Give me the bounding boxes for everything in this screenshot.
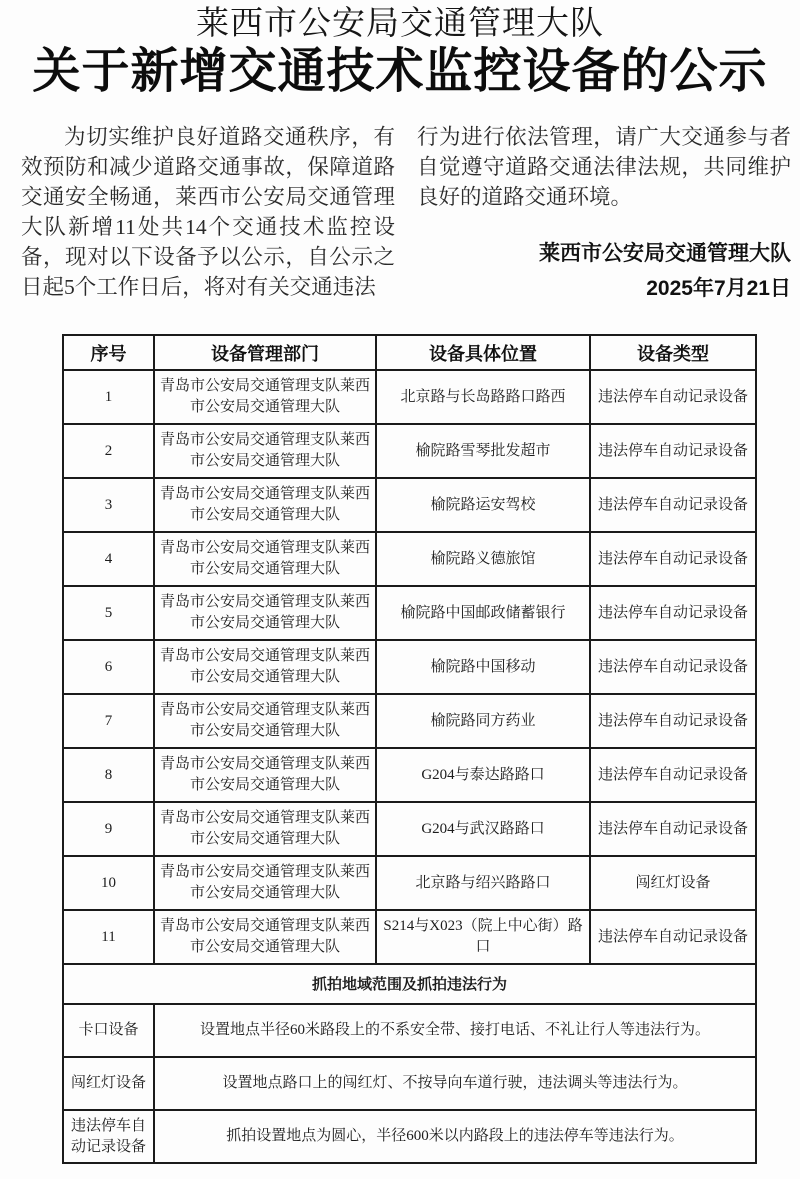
intro-right-half (417, 122, 791, 306)
intro-right-column: 行为进行依法管理，请广大交通参与者自觉遵守道路交通法律法规，共同维护良好的道路交通环境。 (417, 125, 791, 209)
header-no: 序号 (63, 335, 154, 370)
header-dept: 设备管理部门 (154, 335, 376, 370)
cell-no: 1 (63, 370, 154, 424)
table-row (63, 748, 756, 802)
cell-dept: 青岛市公安局交通管理支队莱西市公安局交通管理大队 (154, 370, 376, 424)
cell-type: 违法停车自动记录设备 (590, 478, 756, 532)
cell-no: 11 (63, 910, 154, 964)
cell-type: 违法停车自动记录设备 (590, 424, 756, 478)
cell-dept: 青岛市公安局交通管理支队莱西市公安局交通管理大队 (154, 748, 376, 802)
section-header-body (63, 964, 756, 1004)
cell-dept: 青岛市公安局交通管理支队莱西市公安局交通管理大队 (154, 694, 376, 748)
table-row (63, 856, 756, 910)
table-header-row (63, 335, 756, 370)
cell-type: 违法停车自动记录设备 (590, 532, 756, 586)
cell-dept: 青岛市公安局交通管理支队莱西市公安局交通管理大队 (154, 802, 376, 856)
cell-no: 2 (63, 424, 154, 478)
section-header-cell: 抓拍地域范围及抓拍违法行为 (63, 964, 756, 1004)
capture-row (63, 1004, 756, 1057)
cell-dept: 青岛市公安局交通管理支队莱西市公安局交通管理大队 (154, 856, 376, 910)
cell-no: 3 (63, 478, 154, 532)
main-title: 关于新增交通技术监控设备的公示 (32, 45, 768, 98)
cell-location: 北京路与长岛路路口路西 (376, 370, 590, 424)
intro-paragraph (21, 122, 791, 306)
device-rows (63, 370, 756, 964)
table-row (63, 640, 756, 694)
cell-dept: 青岛市公安局交通管理支队莱西市公安局交通管理大队 (154, 424, 376, 478)
capture-desc-cell: 设置地点半径60米路段上的不系安全带、接打电话、不礼让行人等违法行为。 (154, 1004, 756, 1057)
cell-dept: 青岛市公安局交通管理支队莱西市公安局交通管理大队 (154, 478, 376, 532)
cell-type: 违法停车自动记录设备 (590, 370, 756, 424)
table-row (63, 532, 756, 586)
section-header-row (63, 964, 756, 1004)
cell-no: 6 (63, 640, 154, 694)
capture-device-cell: 卡口设备 (63, 1004, 154, 1057)
intro-left-column: 为切实维护良好道路交通秩序，有效预防和减少道路交通事故，保障道路交通安全畅通，莱西市公安局交通管理大队新增11处共14个交通技术监控设备，现对以下设备予以公示，自公示之日起5个工作日后，将对有关交通违法 (21, 125, 395, 299)
device-table (62, 334, 757, 1164)
capture-rows (63, 1004, 756, 1163)
signature-block (417, 236, 791, 306)
header-type: 设备类型 (590, 335, 756, 370)
cell-location: 榆院路义德旅馆 (376, 532, 590, 586)
cell-type: 违法停车自动记录设备 (590, 694, 756, 748)
cell-no: 10 (63, 856, 154, 910)
header-location: 设备具体位置 (376, 335, 590, 370)
capture-desc-cell: 设置地点路口上的闯红灯、不按导向车道行驶，违法调头等违法行为。 (154, 1057, 756, 1110)
cell-type: 违法停车自动记录设备 (590, 910, 756, 964)
cell-location: G204与武汉路路口 (376, 802, 590, 856)
cell-type: 闯红灯设备 (590, 856, 756, 910)
capture-desc-cell: 抓拍设置地点为圆心，半径600米以内路段上的违法停车等违法行为。 (154, 1110, 756, 1163)
cell-no: 9 (63, 802, 154, 856)
cell-dept: 青岛市公安局交通管理支队莱西市公安局交通管理大队 (154, 586, 376, 640)
capture-device-cell: 违法停车自动记录设备 (63, 1110, 154, 1163)
cell-location: 榆院路同方药业 (376, 694, 590, 748)
cell-type: 违法停车自动记录设备 (590, 640, 756, 694)
cell-location: 榆院路中国移动 (376, 640, 590, 694)
table-row (63, 424, 756, 478)
table-row (63, 370, 756, 424)
cell-location: 榆院路雪琴批发超市 (376, 424, 590, 478)
capture-row (63, 1110, 756, 1163)
capture-row (63, 1057, 756, 1110)
cell-no: 5 (63, 586, 154, 640)
cell-type: 违法停车自动记录设备 (590, 802, 756, 856)
table-row (63, 694, 756, 748)
cell-type: 违法停车自动记录设备 (590, 586, 756, 640)
cell-type: 违法停车自动记录设备 (590, 748, 756, 802)
table-row (63, 478, 756, 532)
cell-location: G204与泰达路路口 (376, 748, 590, 802)
table-row (63, 802, 756, 856)
cell-location: 榆院路中国邮政储蓄银行 (376, 586, 590, 640)
cell-no: 4 (63, 532, 154, 586)
table-row (63, 586, 756, 640)
cell-dept: 青岛市公安局交通管理支队莱西市公安局交通管理大队 (154, 640, 376, 694)
cell-no: 7 (63, 694, 154, 748)
org-title: 莱西市公安局交通管理大队 (196, 6, 604, 42)
signature-date: 2025年7月21日 (646, 277, 791, 300)
cell-dept: 青岛市公安局交通管理支队莱西市公安局交通管理大队 (154, 532, 376, 586)
cell-location: 榆院路运安驾校 (376, 478, 590, 532)
cell-location: 北京路与绍兴路路口 (376, 856, 590, 910)
cell-location: S214与X023（院上中心街）路口 (376, 910, 590, 964)
cell-no: 8 (63, 748, 154, 802)
signature-org: 莱西市公安局交通管理大队 (539, 242, 791, 265)
table-row (63, 910, 756, 964)
capture-device-cell: 闯红灯设备 (63, 1057, 154, 1110)
cell-dept: 青岛市公安局交通管理支队莱西市公安局交通管理大队 (154, 910, 376, 964)
